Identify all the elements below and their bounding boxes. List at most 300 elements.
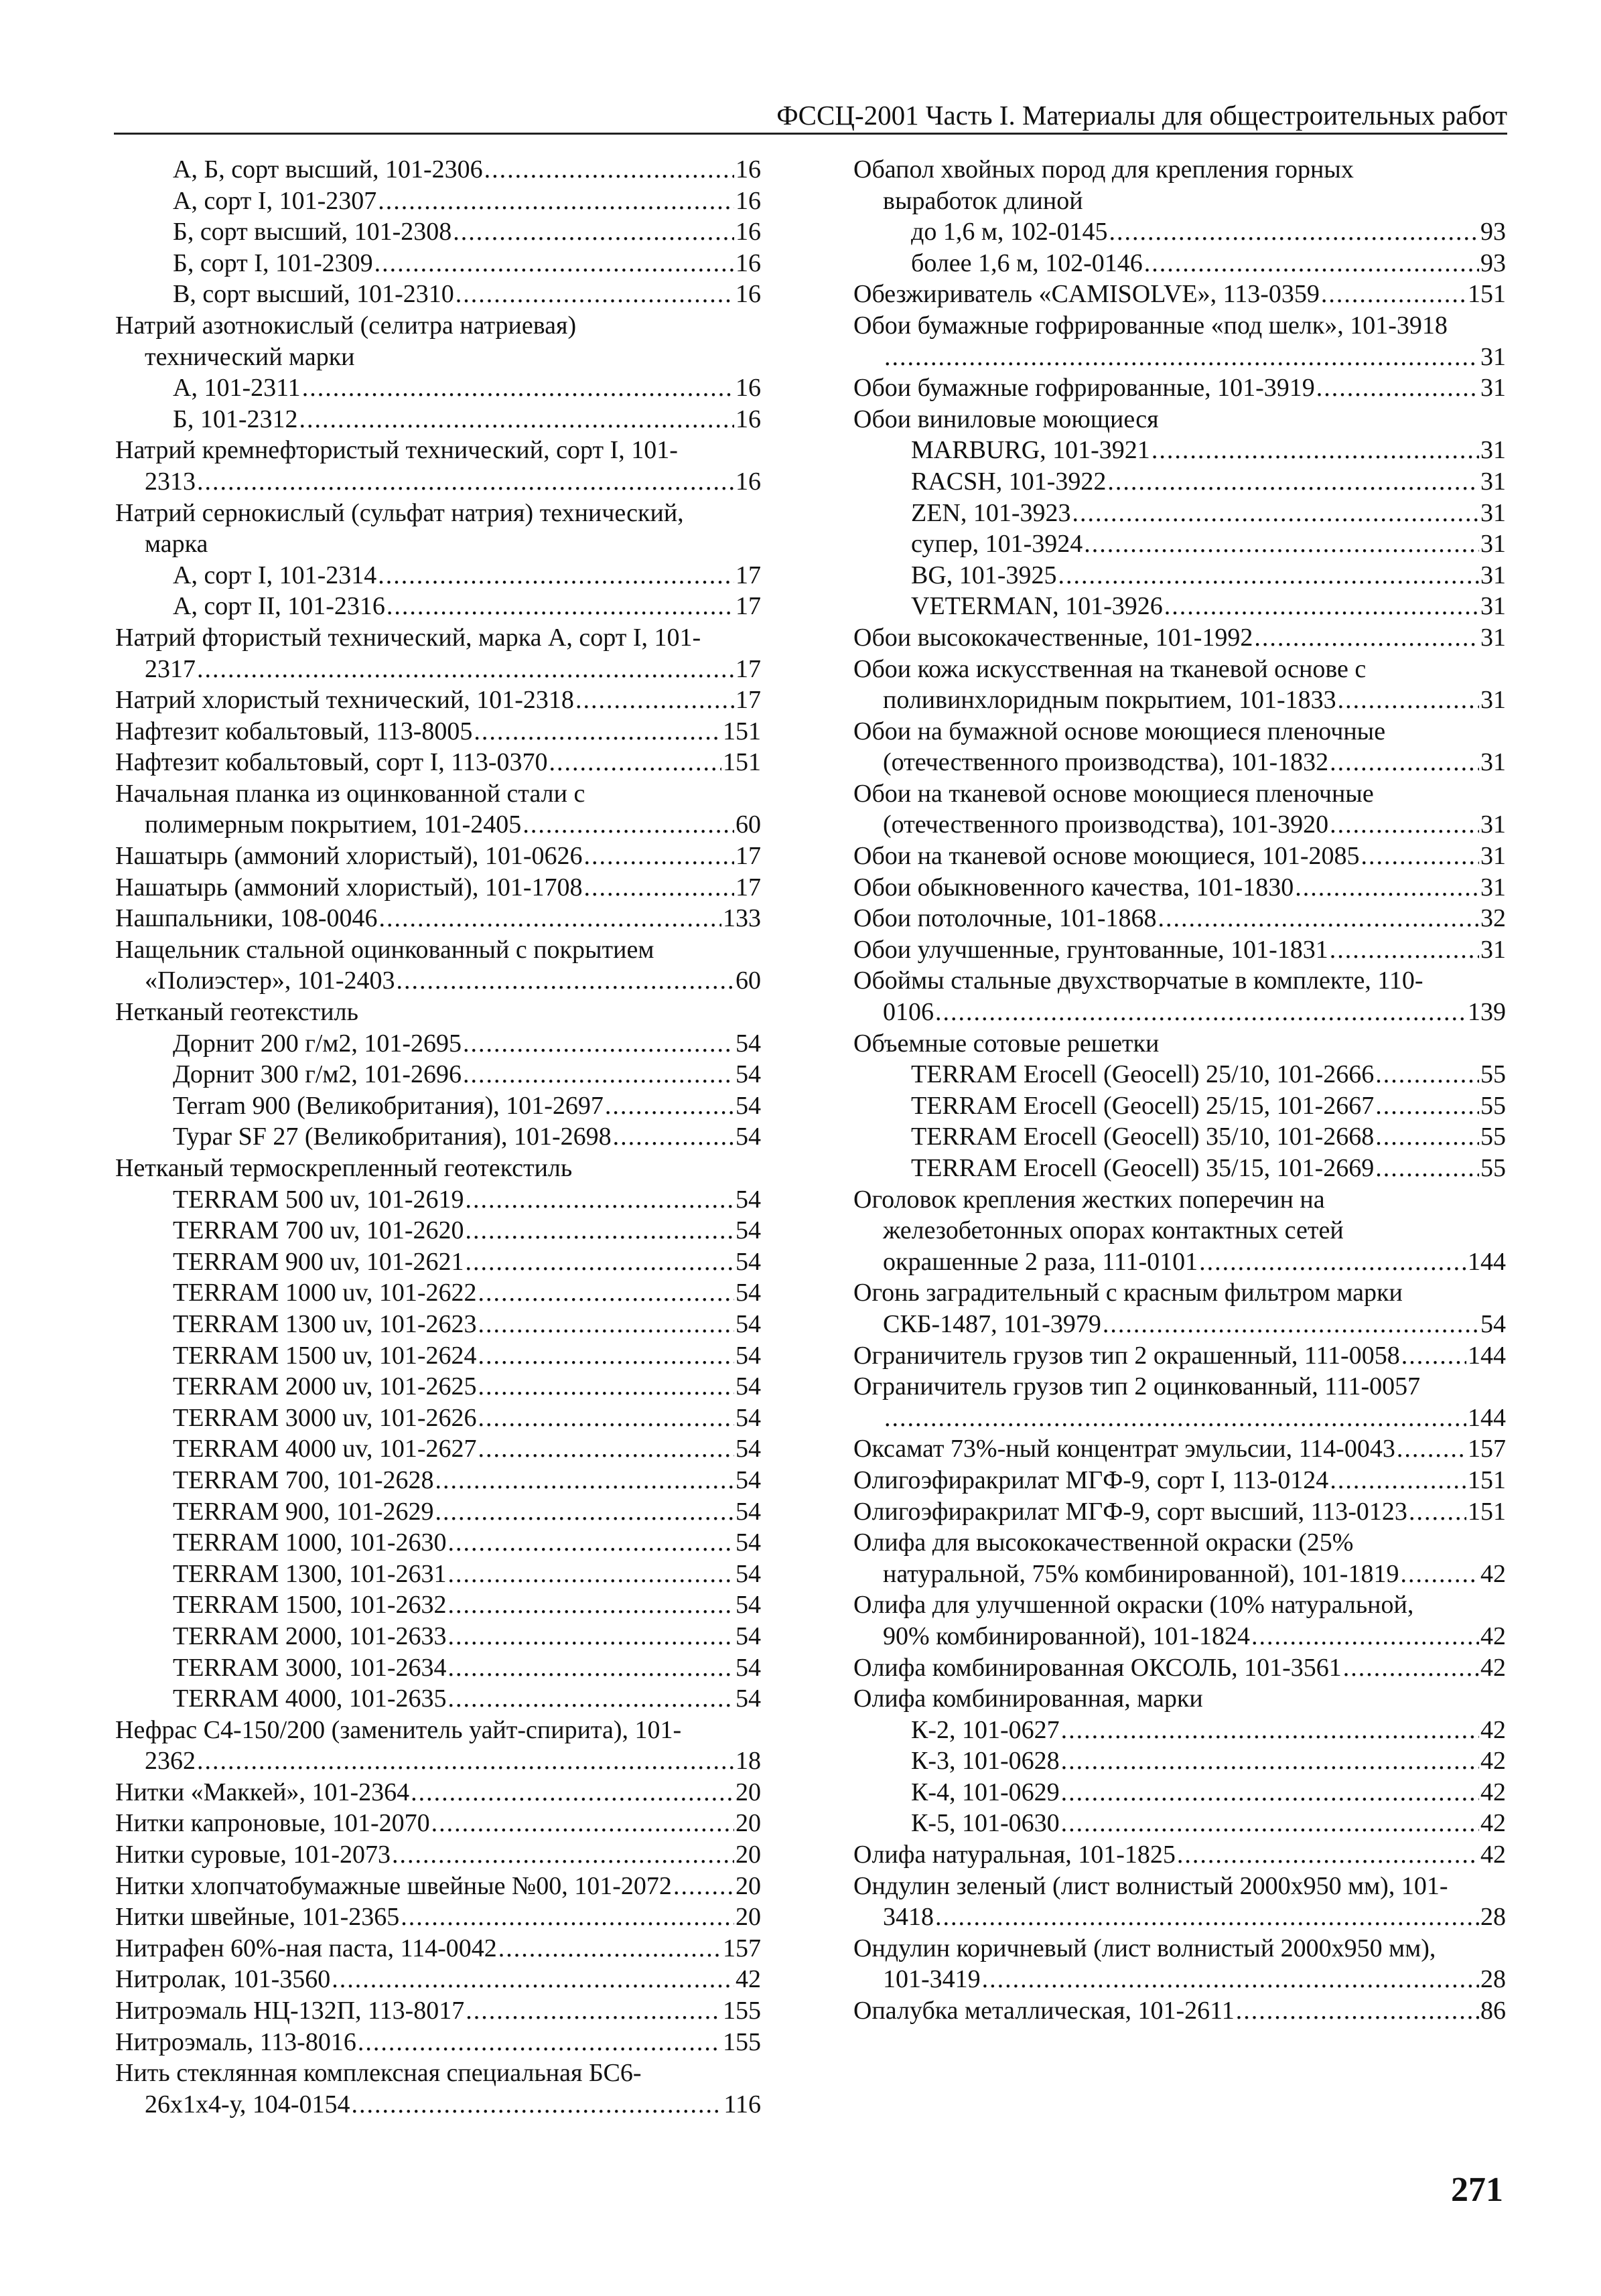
index-entry-text: Ондулин зеленый (лист волнистый 2000х950 мм), 101- xyxy=(853,1871,1448,1900)
dot-leader xyxy=(1330,809,1479,841)
index-entry-line xyxy=(173,1309,761,1340)
index-entry-line xyxy=(853,965,1506,997)
index-entry-line xyxy=(911,1153,1506,1184)
index-entry-line xyxy=(173,186,761,217)
index-entry-text: TERRAM 2000, 101-2633 xyxy=(173,1622,447,1650)
index-entry-text: 2313 xyxy=(145,467,196,496)
index-entry xyxy=(853,404,1506,435)
index-entry-page: 93 xyxy=(1480,248,1506,277)
dot-leader xyxy=(1401,1340,1466,1372)
index-entry-page: 31 xyxy=(1480,623,1506,652)
index-entry-page: 116 xyxy=(723,2090,761,2119)
index-entry-page: 55 xyxy=(1480,1091,1506,1120)
index-entry-page: 17 xyxy=(736,873,761,902)
dot-leader xyxy=(456,279,734,310)
dot-leader xyxy=(1236,1995,1479,2027)
dot-leader xyxy=(1158,903,1479,934)
dot-leader xyxy=(884,1403,1466,1434)
index-entry-line xyxy=(911,1777,1506,1808)
index-entry-line xyxy=(173,1621,761,1652)
index-entry-line xyxy=(853,716,1506,747)
index-entry-page: 54 xyxy=(736,1559,761,1588)
index-entry-line xyxy=(853,1995,1506,2027)
index-entry-page: 54 xyxy=(736,1279,761,1307)
index-entry-page: 54 xyxy=(736,1622,761,1650)
index-entry xyxy=(853,1153,1506,1184)
index-entry-text: Ограничитель грузов тип 2 окрашенный, 111-0058 xyxy=(853,1341,1400,1370)
index-entry-text: Обои улучшенные, грунтованные, 101-1831 xyxy=(853,935,1328,964)
index-entry xyxy=(115,1121,761,1153)
index-entry-page: 54 xyxy=(736,1684,761,1713)
index-entry-text: Натрий кремнефтористый технический, сорт I, 101- xyxy=(115,436,678,465)
index-entry-text: TERRAM 1500, 101-2632 xyxy=(173,1591,447,1620)
index-column-right xyxy=(853,154,1506,2027)
index-entry-text: Нитролак, 101-3560 xyxy=(115,1965,331,1994)
index-entry-line xyxy=(173,154,761,186)
index-entry xyxy=(853,1059,1506,1090)
dot-leader xyxy=(435,1496,735,1528)
index-entry-line xyxy=(853,1277,1506,1309)
index-entry-text: 2317 xyxy=(145,654,196,683)
index-entry-page: 54 xyxy=(736,1465,761,1494)
index-entry-text: TERRAM 2000 uv, 101-2625 xyxy=(173,1372,477,1401)
index-entry xyxy=(115,1777,761,1808)
index-entry-line xyxy=(853,841,1506,872)
index-entry xyxy=(115,1808,761,1839)
dot-leader xyxy=(498,1933,721,1964)
dot-leader xyxy=(1061,1715,1479,1746)
index-entry-line xyxy=(853,1403,1506,1434)
dot-leader xyxy=(478,1433,734,1465)
index-entry-line xyxy=(173,1121,761,1153)
index-entry-line xyxy=(115,1808,761,1839)
index-entry-page: 16 xyxy=(736,280,761,309)
index-entry-line xyxy=(853,1621,1506,1652)
index-entry-page: 55 xyxy=(1480,1123,1506,1151)
index-entry-text: Олифа комбинированная, марки xyxy=(853,1684,1203,1713)
dot-leader xyxy=(478,1371,734,1403)
index-entry-line xyxy=(173,248,761,279)
index-entry-text: Б, сорт высший, 101-2308 xyxy=(173,218,452,246)
index-entry-page: 20 xyxy=(736,1778,761,1806)
dot-leader xyxy=(584,872,735,904)
index-entry xyxy=(853,778,1506,841)
index-entry-line xyxy=(173,1403,761,1434)
index-entry-line xyxy=(115,528,761,560)
index-entry-line xyxy=(853,279,1506,310)
index-entry xyxy=(115,934,761,997)
index-entry-line xyxy=(853,154,1506,186)
index-entry xyxy=(115,1153,761,1184)
dot-leader xyxy=(411,1777,734,1808)
index-entry-text: Terram 900 (Великобритания), 101-2697 xyxy=(173,1091,604,1120)
index-entry-page: 54 xyxy=(736,1528,761,1557)
index-entry-page: 20 xyxy=(736,1903,761,1932)
index-entry-page: 17 xyxy=(736,592,761,621)
dot-leader xyxy=(1330,934,1479,966)
index-entry xyxy=(115,1371,761,1403)
index-entry-text: А, сорт I, 101-2314 xyxy=(173,561,377,589)
index-entry-text: окрашенные 2 раза, 111-0101 xyxy=(883,1247,1198,1276)
index-entry xyxy=(853,1589,1506,1652)
index-entry-text: Нефрас С4-150/200 (заменитель уайт-спирита), 101- xyxy=(115,1715,682,1744)
index-entry xyxy=(115,591,761,622)
index-entry-line xyxy=(173,1371,761,1403)
index-entry-page: 31 xyxy=(1480,842,1506,871)
index-entry-text: Оксамат 73%-ный концентрат эмульсии, 114-0043 xyxy=(853,1435,1395,1463)
index-entry-text: BG, 101-3925 xyxy=(911,561,1057,589)
dot-leader xyxy=(448,1527,735,1559)
index-entry-page: 54 xyxy=(736,1653,761,1682)
index-entry-line xyxy=(115,965,761,997)
index-entry-page: 54 xyxy=(736,1591,761,1620)
index-entry-page: 54 xyxy=(736,1216,761,1245)
index-entry-page: 16 xyxy=(736,218,761,246)
index-entry-page: 16 xyxy=(736,248,761,277)
index-entry-line xyxy=(853,1964,1506,1995)
index-entry-line xyxy=(853,1246,1506,1278)
index-entry-text: Нафтезит кобальтовый, 113-8005 xyxy=(115,717,473,745)
index-entry xyxy=(853,1933,1506,1995)
index-entry-text: 2362 xyxy=(145,1747,196,1776)
dot-leader xyxy=(549,747,721,778)
index-entry-text: Нетканый термоскрепленный геотекстиль xyxy=(115,1154,573,1182)
index-entry xyxy=(853,1839,1506,1871)
dot-leader xyxy=(935,1902,1479,1933)
index-entry-line xyxy=(911,498,1506,529)
index-entry-page: 31 xyxy=(1480,530,1506,559)
index-entry-text: Обои на тканевой основе моющиеся пленочные xyxy=(853,779,1374,808)
index-entry-text: Обоймы стальные двухстворчатые в комплекте, 110- xyxy=(853,966,1423,995)
index-entry-line xyxy=(173,1215,761,1246)
dot-leader xyxy=(466,1184,734,1216)
dot-leader xyxy=(302,372,734,404)
index-entry-page: 133 xyxy=(723,904,761,933)
index-entry-page: 42 xyxy=(1480,1809,1506,1838)
index-entry xyxy=(853,841,1506,872)
index-entry-text: Typar SF 27 (Великобритания), 101-2698 xyxy=(173,1123,612,1151)
index-entry-text: Олигоэфиракрилат МГФ-9, сорт I, 113-0124 xyxy=(853,1465,1329,1494)
index-entry-line xyxy=(853,872,1506,904)
index-entry-text: железобетонных опорах контактных сетей xyxy=(883,1216,1344,1245)
index-entry-text: Б, 101-2312 xyxy=(173,405,298,433)
index-entry-text: до 1,6 м, 102-0145 xyxy=(911,218,1108,246)
index-entry-text: TERRAM 900, 101-2629 xyxy=(173,1497,434,1526)
index-entry-page: 151 xyxy=(723,717,761,745)
index-entry-page: 151 xyxy=(1468,1497,1506,1526)
dot-leader xyxy=(1400,1559,1479,1590)
index-entry-page: 54 xyxy=(736,1060,761,1089)
index-entry-page: 31 xyxy=(1480,374,1506,403)
index-entry-line xyxy=(853,903,1506,934)
dot-leader xyxy=(453,216,734,248)
index-entry xyxy=(853,279,1506,310)
index-entry xyxy=(115,622,761,685)
index-entry-text: Обои виниловые моющиеся xyxy=(853,405,1159,433)
index-entry xyxy=(115,560,761,591)
index-entry-line xyxy=(173,216,761,248)
index-entry-line xyxy=(911,1715,1506,1746)
index-entry-page: 31 xyxy=(1480,467,1506,496)
index-entry-line xyxy=(115,1902,761,1933)
dot-leader xyxy=(466,1215,734,1246)
index-entry xyxy=(853,216,1506,248)
index-entry-page: 54 xyxy=(736,1309,761,1338)
index-entry-page: 31 xyxy=(1480,810,1506,839)
index-entry-page: 60 xyxy=(736,810,761,839)
index-entry-text: TERRAM 4000 uv, 101-2627 xyxy=(173,1435,477,1463)
index-entry-text: супер, 101-3924 xyxy=(911,530,1083,559)
index-entry xyxy=(115,1527,761,1559)
index-entry-text: 26х1х4-у, 104-0154 xyxy=(145,2090,350,2119)
index-entry-text: поливинхлоридным покрытием, 101-1833 xyxy=(883,686,1336,715)
index-entry-line xyxy=(853,1871,1506,1902)
index-entry-line xyxy=(173,1059,761,1090)
index-entry-text: TERRAM 700, 101-2628 xyxy=(173,1465,434,1494)
index-entry-text: А, сорт II, 101-2316 xyxy=(173,592,385,621)
page-number: 271 xyxy=(1451,2171,1503,2209)
index-entry-page: 155 xyxy=(723,2027,761,2056)
index-entry-page: 42 xyxy=(1480,1747,1506,1776)
index-entry-page: 54 xyxy=(1480,1309,1506,1338)
index-entry-text: TERRAM Erocell (Geocell) 25/15, 101-2667 xyxy=(911,1091,1375,1120)
index-entry xyxy=(853,528,1506,560)
index-entry-page: 31 xyxy=(1480,436,1506,465)
index-entry-line xyxy=(115,498,761,529)
index-entry-line xyxy=(115,841,761,872)
index-entry-line xyxy=(173,372,761,404)
index-entry-text: Нитки «Маккей», 101-2364 xyxy=(115,1778,410,1806)
index-entry-page: 16 xyxy=(736,467,761,496)
index-entry-page: 31 xyxy=(1480,935,1506,964)
dot-leader xyxy=(478,1277,734,1309)
dot-leader xyxy=(478,1340,734,1372)
index-entry xyxy=(853,1371,1506,1433)
index-entry-line xyxy=(173,404,761,435)
index-entry-page: 17 xyxy=(736,654,761,683)
index-entry xyxy=(853,1090,1506,1122)
index-entry-text: TERRAM Erocell (Geocell) 35/15, 101-2669 xyxy=(911,1154,1375,1182)
index-entry-text: Обои кожа искусственная на тканевой основе с xyxy=(853,654,1367,683)
index-entry-page: 17 xyxy=(736,842,761,871)
index-entry-line xyxy=(853,372,1506,404)
index-entry xyxy=(115,216,761,248)
index-entry-line xyxy=(115,934,761,966)
index-entry-text: А, 101-2311 xyxy=(173,374,301,403)
index-entry-text: Опалубка металлическая, 101-2611 xyxy=(853,1997,1235,2025)
index-entry-text: натуральной, 75% комбинированной), 101-1819 xyxy=(883,1559,1399,1588)
dot-leader xyxy=(1295,872,1479,904)
index-entry xyxy=(115,685,761,716)
index-entry xyxy=(115,1340,761,1372)
index-entry-text: TERRAM Erocell (Geocell) 25/10, 101-2666 xyxy=(911,1060,1375,1089)
index-entry-page: 42 xyxy=(1480,1622,1506,1650)
index-entry-text: Обои на бумажной основе моющиеся пленочные xyxy=(853,717,1386,745)
index-entry-text: Нитки суровые, 101-2073 xyxy=(115,1841,391,1869)
index-entry-line xyxy=(853,404,1506,435)
index-entry-line xyxy=(853,1839,1506,1871)
index-entry-line xyxy=(115,747,761,778)
index-entry xyxy=(115,1871,761,1902)
index-entry-page: 16 xyxy=(736,374,761,403)
index-entry-line xyxy=(173,1559,761,1590)
index-entry-page: 31 xyxy=(1480,561,1506,589)
index-entry-text: Дорнит 200 г/м2, 101-2695 xyxy=(173,1029,462,1058)
index-entry xyxy=(115,1902,761,1933)
dot-leader xyxy=(374,248,734,279)
dot-leader xyxy=(392,1839,734,1871)
index-entry-text: VETERMAN, 101-3926 xyxy=(911,592,1163,621)
index-entry-page: 157 xyxy=(1468,1435,1506,1463)
index-entry-text: А, сорт I, 101-2307 xyxy=(173,186,377,215)
index-entry xyxy=(853,622,1506,654)
index-entry-page: 144 xyxy=(1468,1341,1506,1370)
index-entry-text: технический марки xyxy=(145,342,355,371)
index-entry-page: 144 xyxy=(1468,1403,1506,1432)
dot-leader xyxy=(1316,372,1479,404)
index-entry xyxy=(853,872,1506,904)
index-entry-page: 54 xyxy=(736,1123,761,1151)
dot-leader xyxy=(1061,1745,1479,1777)
dot-leader xyxy=(299,404,734,435)
dot-leader xyxy=(1058,560,1479,591)
index-entry-text: TERRAM 1000, 101-2630 xyxy=(173,1528,447,1557)
index-entry-text: Нить стеклянная комплексная специальная БС6- xyxy=(115,2059,642,2088)
index-entry-line xyxy=(911,1059,1506,1090)
index-entry-line xyxy=(853,1184,1506,1216)
dot-leader xyxy=(1330,747,1479,778)
index-entry-page: 93 xyxy=(1480,218,1506,246)
index-entry-page: 55 xyxy=(1480,1060,1506,1089)
dot-leader xyxy=(884,342,1479,373)
dot-leader xyxy=(1375,1121,1479,1153)
index-entry xyxy=(115,186,761,217)
index-entry-line xyxy=(173,1589,761,1621)
dot-leader xyxy=(448,1559,735,1590)
index-entry-page: 54 xyxy=(736,1185,761,1214)
index-entry xyxy=(115,903,761,934)
index-entry-text: Б, сорт I, 101-2309 xyxy=(173,248,373,277)
index-entry xyxy=(853,560,1506,591)
dot-leader xyxy=(1409,1496,1466,1528)
dot-leader xyxy=(1061,1777,1479,1808)
dot-leader xyxy=(474,716,721,747)
index-entry-page: 54 xyxy=(736,1091,761,1120)
index-entry xyxy=(115,1184,761,1216)
index-entry-line xyxy=(853,778,1506,810)
index-entry-line xyxy=(853,342,1506,373)
index-entry xyxy=(853,1277,1506,1340)
index-entry-line xyxy=(911,591,1506,622)
index-entry xyxy=(853,1433,1506,1465)
index-entry xyxy=(853,1527,1506,1589)
dot-leader xyxy=(478,1403,734,1434)
index-entry-line xyxy=(853,685,1506,716)
dot-leader xyxy=(1072,498,1479,529)
index-entry-text: Нитки капроновые, 101-2070 xyxy=(115,1809,430,1838)
index-entry-text: Нащельник стальной оцинкованный с покрытием xyxy=(115,935,654,964)
index-entry xyxy=(853,1496,1506,1528)
index-entry xyxy=(115,841,761,872)
index-entry-text: TERRAM 1300, 101-2631 xyxy=(173,1559,447,1588)
index-entry-line xyxy=(911,560,1506,591)
index-entry-line xyxy=(115,809,761,841)
index-entry-page: 151 xyxy=(1468,1465,1506,1494)
dot-leader xyxy=(673,1871,734,1902)
dot-leader xyxy=(1103,1309,1479,1340)
index-entry xyxy=(853,1465,1506,1496)
index-entry-text: СКБ-1487, 101-3979 xyxy=(883,1309,1101,1338)
index-entry-line xyxy=(911,1808,1506,1839)
index-entry-page: 54 xyxy=(736,1497,761,1526)
index-entry-text: Обои потолочные, 101-1868 xyxy=(853,904,1157,933)
index-entry xyxy=(115,872,761,904)
index-entry-page: 151 xyxy=(723,748,761,777)
index-entry-page: 157 xyxy=(723,1934,761,1962)
index-entry xyxy=(853,591,1506,622)
index-entry xyxy=(115,716,761,747)
index-entry-line xyxy=(173,1340,761,1372)
index-entry-text: RACSH, 101-3922 xyxy=(911,467,1107,496)
index-entry-line xyxy=(853,1933,1506,1964)
index-entry xyxy=(115,1652,761,1684)
dot-leader xyxy=(1254,622,1479,654)
dot-leader xyxy=(1361,841,1479,872)
index-entry-text: 0106 xyxy=(883,998,934,1027)
index-entry xyxy=(853,1340,1506,1372)
index-entry xyxy=(853,498,1506,529)
index-entry-page: 32 xyxy=(1480,904,1506,933)
dot-leader xyxy=(448,1589,735,1621)
index-entry-line xyxy=(853,1340,1506,1372)
index-entry-text: Олигоэфиракрилат МГФ-9, сорт высший, 113-0123 xyxy=(853,1497,1407,1526)
index-entry xyxy=(115,1246,761,1278)
index-entry-line xyxy=(115,342,761,373)
dot-leader xyxy=(197,1745,734,1777)
index-entry xyxy=(853,466,1506,498)
index-entry-page: 28 xyxy=(1480,1965,1506,1994)
index-entry xyxy=(853,1652,1506,1684)
index-entry-page: 54 xyxy=(736,1372,761,1401)
index-entry-text: TERRAM 1500 uv, 101-2624 xyxy=(173,1341,477,1370)
dot-leader xyxy=(397,965,734,997)
index-entry-page: 151 xyxy=(1468,280,1506,309)
index-entry-text: В, сорт высший, 101-2310 xyxy=(173,280,454,309)
index-entry-line xyxy=(911,1745,1506,1777)
dot-leader xyxy=(484,154,734,186)
dot-leader xyxy=(435,1465,735,1496)
index-entry-text: Обои бумажные гофрированные «под шелк», 101-3918 xyxy=(853,311,1448,340)
index-entry-page: 16 xyxy=(736,186,761,215)
index-entry-text: Нашатырь (аммоний хлористый), 101-1708 xyxy=(115,873,583,902)
index-entry-text: TERRAM 1300 uv, 101-2623 xyxy=(173,1309,477,1338)
index-entry-line xyxy=(853,934,1506,966)
index-entry-text: TERRAM 1000 uv, 101-2622 xyxy=(173,1279,477,1307)
index-entry xyxy=(853,1995,1506,2027)
index-entry xyxy=(853,965,1506,1027)
dot-leader xyxy=(1084,528,1479,560)
header-title: ФССЦ-2001 Часть I. Материалы для общестроительных работ xyxy=(776,100,1507,131)
index-entry-text: Нитки хлопчатобумажные швейные №00, 101-2072 xyxy=(115,1871,672,1900)
index-entry-text: К-5, 101-0630 xyxy=(911,1809,1060,1838)
index-entry xyxy=(853,1683,1506,1715)
index-entry xyxy=(115,248,761,279)
index-entry-line xyxy=(115,997,761,1028)
index-entry xyxy=(115,1215,761,1246)
dot-leader xyxy=(1199,1246,1466,1278)
index-entry-text: полимерным покрытием, 101-2405 xyxy=(145,810,522,839)
dot-leader xyxy=(1144,248,1479,279)
